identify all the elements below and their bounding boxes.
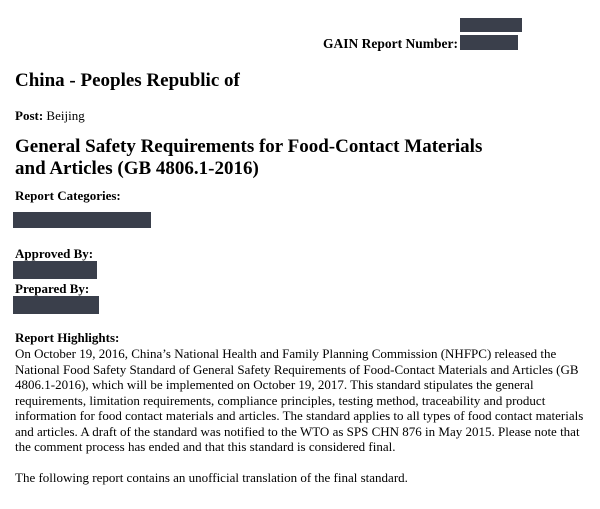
post-value: Beijing [46,108,85,123]
report-title [15,136,575,180]
post-line [15,108,85,124]
approved-by-label: Approved By: [15,246,94,261]
report-highlights-body [15,346,590,486]
report-title-line-2: and Articles (GB 4806.1-2016) [15,158,259,179]
highlights-paragraph-1: On October 19, 2016, China’s National Health and Family Planning Commission (NHFPC) released the National Food Safety Standard of General Safety Requirements of Food-Contact Materials and Articles (GB 4806.1-2016), which will be implemented on October 19, 2017. This standard stipulates the general requirements, limitation requirements, compliance principles, testing method, traceability and product information for food contact materials and articles. The standard applies to all types of food contact materials and articles. A draft of the standard was notified to the WTO as SPS CHN 876 in May 2015. Please note that the comment process has ended and that this standard is considered final. [15,346,584,454]
post-label: Post: [15,108,44,123]
report-categories-redaction [13,212,151,228]
highlights-paragraph-2: The following report contains an unofficial translation of the final standard. [15,470,408,485]
prepared-by-redaction [13,296,99,314]
country-heading: China - Peoples Republic of [15,70,240,91]
gain-report-label: GAIN Report Number: [323,36,458,51]
report-categories-label: Report Categories: [15,188,121,203]
gain-report-row [323,36,458,52]
report-title-line-1: General Safety Requirements for Food-Contact Materials [15,136,483,157]
prepared-by-label: Prepared By: [15,281,90,296]
approved-by-redaction [13,261,97,279]
report-highlights-label: Report Highlights: [15,330,120,345]
date-redaction [460,18,522,32]
gain-report-redaction [460,35,518,50]
